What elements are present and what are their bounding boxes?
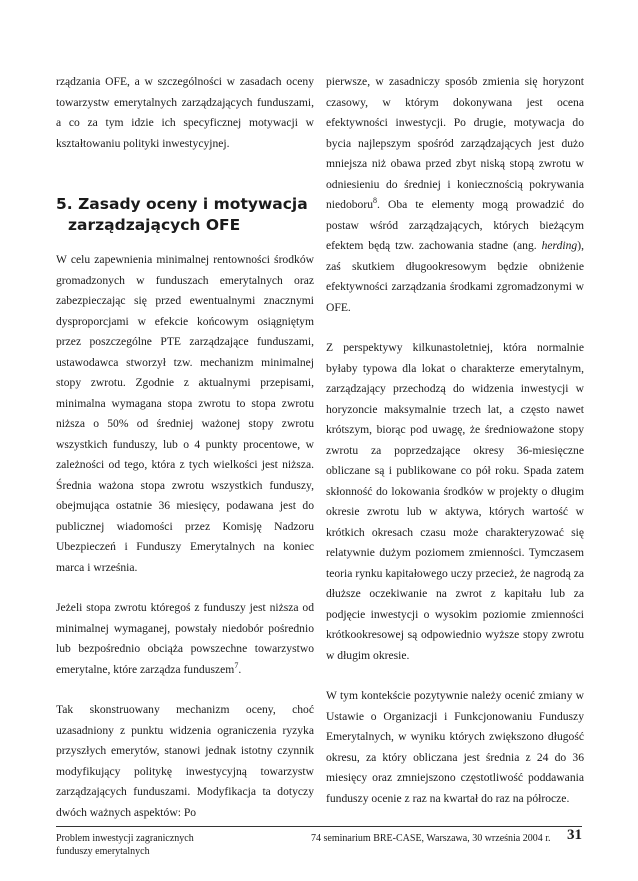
italic-term: herding bbox=[541, 239, 578, 252]
paragraph bbox=[326, 72, 584, 318]
paragraph: rządzania OFE, a w szczególności w zasadach oceny towarzystw emerytalnych zarządzających funduszami, a co za tym idzie ich specyficznej motywacji w kształtowaniu polityki inwestycyjnej. bbox=[56, 75, 314, 150]
page-number: 31 bbox=[567, 827, 582, 843]
footnote-marker[interactable]: 7 bbox=[234, 660, 239, 670]
paragraph-text: . bbox=[238, 662, 242, 676]
footer-event: 74 seminarium BRE-CASE, Warszawa, 30 września 2004 r. bbox=[311, 833, 551, 844]
right-column bbox=[326, 72, 584, 809]
paragraph-text: ), zaś skutkiem długookresowym będzie obniżenie efektywności zarządzania środkami zgromadzonymi w OFE. bbox=[326, 239, 584, 314]
page-footer bbox=[56, 826, 582, 857]
section-heading bbox=[56, 194, 314, 236]
footer-title bbox=[56, 832, 256, 858]
footer-title-line: Problem inwestycji zagranicznych bbox=[56, 833, 194, 844]
footer-title-line: funduszy emerytalnych bbox=[56, 846, 150, 857]
paragraph: W celu zapewnienia minimalnej rentowności środków gromadzonych w funduszach emerytalnych oraz zabezpieczając się przed ewentualnymi znacznymi dysproporcjami w efekcie końcowym osiągniętym przez poszczególne PTE zarządzające funduszami, ustawodawca stworzył tzw. mechanizm minimalnej stopy zwrotu. Zgodnie z aktualnymi przepisami, minimalna wymagana stopa zwrotu to stopa zwrotu niższa o 50% od średniej ważonej stopy zwrotu wszystkich funduszy, lub o 4 punkty procentowe, w zależności od tego, która z tych wielkości jest niższa. Średnia ważona stopa zwrotu wszystkich funduszy, obejmująca ostatnie 36 miesięcy, podawana jest do publicznej wiadomości przez Komisję Nadzoru Ubezpieczeń i Funduszy Emerytalnych na koniec marca i września. bbox=[56, 253, 314, 574]
paragraph: W tym kontekście pozytywnie należy ocenić zmiany w Ustawie o Organizacji i Funkcjonowaniu Funduszy Emerytalnych, w wyniku których zwiększono długość okresu, za który obliczana jest średnia z 24 do 36 miesięcy oraz zmniejszono częstotliwość poddawania funduszy ocenie z raz na kwartał do raz na półrocze. bbox=[326, 689, 584, 805]
left-column bbox=[56, 72, 314, 823]
paragraph-text: Jeżeli stopa zwrotu któregoś z funduszy jest niższa od minimalnej wymaganej, powstały niedobór pośrednio lub bezpośrednio obciąża powszechne towarzystwo emerytalne, które zarządza funduszem bbox=[56, 601, 314, 676]
paragraph-text: . Oba te elementy mogą prowadzić do postaw wśród zarządzających, których bieżącym efektem będą tzw. zachowania stadne (ang. bbox=[326, 198, 584, 252]
paragraph-text: pierwsze, w zasadniczy sposób zmienia się horyzont czasowy, w którym dokonywana jest ocena efektywności inwestycji. Po drugie, motywacja do bycia najlepszym spośród zarządzających jest dużo mniejsza niż obawa przed zbyt niską stopą zwrotu w odniesieniu do średniej i koniecznością pokrywania niedoboru bbox=[326, 75, 584, 211]
paragraph: Tak skonstruowany mechanizm oceny, choć uzasadniony z punktu widzenia ograniczenia ryzyka przyszłych emerytów, stanowi jednak istotny czynnik modyfikujący politykę inwestycyjną towarzystw zarządzających funduszami. Modyfikacja ta dotyczy dwóch ważnych aspektów: Po bbox=[56, 703, 314, 819]
footnote-marker[interactable]: 8 bbox=[373, 196, 378, 206]
paragraph bbox=[56, 598, 314, 680]
paragraph: Z perspektywy kilkunastoletniej, która normalnie byłaby typowa dla lokat o charakterze emerytalnym, zarządzający przechodzą do widzenia inwestycji w horyzoncie maksymalnie trzech lat, a często nawet krótszym, biorąc pod uwagę, że średnioważone stopy zwrotu za poprzedzające okresy 36-miesięczne obliczane są i publikowane co pół roku. Spada zatem skłonność do lokowania środków w projekty o długim okresie zwrotu lub w aktywa, których wartość w krótkich okresach czasu może charakteryzować się relatywnie dużym poziomem zmienności. Tymczasem teoria rynku kapitałowego uczy przecież, że nagrodą za dłuższe oczekiwanie na zwrot z kapitału lub za podjęcie inwestycji o wysokim poziomie zmienności krótkookresowej są odpowiednio wyższe stopy zwrotu w długim okresie. bbox=[326, 341, 584, 662]
heading-line: 5. Zasady oceny i motywacja bbox=[56, 195, 308, 213]
heading-line: zarządzających OFE bbox=[68, 216, 241, 234]
